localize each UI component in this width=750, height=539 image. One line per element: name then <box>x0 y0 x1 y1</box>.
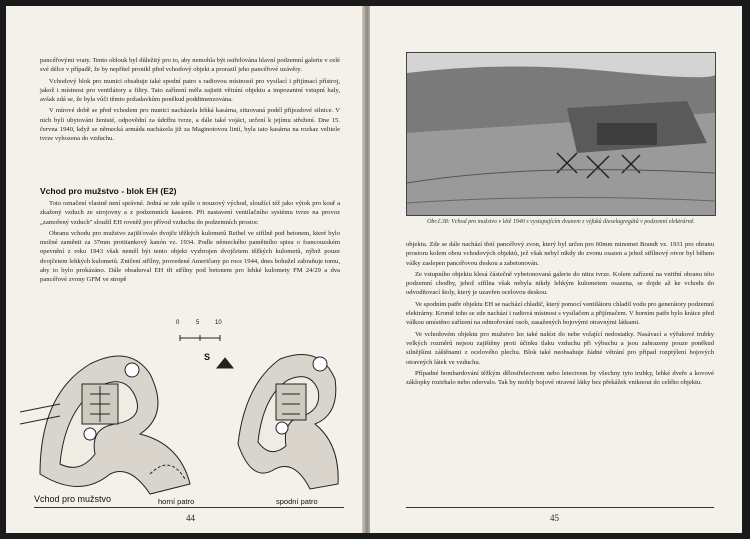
paragraph: Ve spodním patře objektu EH se nachází chladič, který pomocí ventilátoru chladil vodu pro generátory podzemní elektrárny. Kromě toho se zde nachází i radiová místnost s vysílačem a přijímačem. V horním patře bylo krátce před válkou umístěno zařízení na odmořování osob, zasažených bojovými otravnými látkami. <box>406 300 714 327</box>
paragraph: Ve vchodovém objektu pro mužstvo lze také nalézt do nebe volající nedostatky. Nasávací a výfukové trubky velkých rozměrů nejsou zajištěny proti účinku tlaku vzduchu při výbuchu a jsou zahrazeny pouze poněkud silnějšími záštěnami z ocelového plechu. Blok také neobsahuje žádné větrání pro případ rozptýlení bojových otravných látek ve vzduchu. <box>406 330 714 366</box>
paragraph: Ze vstupního objektu klesá částečně vybetonovaná galerie do nitra tvrze. Kolem zařízení na vnitřní obranu této podzemní chodby, jehož střílna však nebyla nikdy lehkým kulometem osazena, se dojde až ke vchodu do odvodňovací štoly, který je uzavřen ocelovou deskou. <box>406 270 714 297</box>
page-number-left: 44 <box>186 513 195 523</box>
paragraph: Případné bombardování těžkým dělostřelectvem nebo letectvem by všechny tyto trubky, lehké dveře a kovové záklopky roztrhalo nebo odervalo. Tak by mohly bojové otravné látky bez překážek vniknout do celého objektu. <box>406 369 714 387</box>
paragraph: V mírové době se před vchodem pro munici nacházela lehká kasárna, situovaná podél příjezdové silnice. V nich byli ubytováni ženisté, odpovědní za údržbu tvrze, a dále také vojáci, určení k jejímu střežení. Dne 15. června 1940, když se německá armáda nacházela již za Maginotovou linií, byla tato kasárna na rozkaz velitele tvrze vyhozena do vzduchu. <box>40 107 340 143</box>
lower-floor-label: spodní patro <box>276 497 318 506</box>
bottom-rule <box>34 507 344 508</box>
right-text <box>406 240 714 389</box>
scale-10: 10 <box>215 320 222 326</box>
paragraph: Obranu vchodu pro mužstvo zajišťovalo dvojče těžkých kulometů Reibel ve střílně pod betonem, které bylo možné zaměnit za 37mm protitankový kanón vz. 1934. Podle německého pamětního spisu o francouzském opevnění z roku 1943 však neměl být tento objekt vyzbrojen dvojčetem těžkých kulometů, nýbrž pouze dvojčetem lehkých kulometů. Zničení střílny, provedené Američany po roce 1944, dnes bohužel zabraňuje tomu, aby to bylo prokázáno. Dále obsahoval EH tři střílny pod betonem pro lehké kulomety FM 24/29 a dva pancéřové zvony GFM ve stropě <box>40 229 340 284</box>
scale-5: 5 <box>196 320 200 326</box>
bottom-rule <box>406 507 714 508</box>
right-page <box>370 6 742 533</box>
page-number-right: 45 <box>550 513 559 523</box>
bunker-photo <box>406 52 716 216</box>
plans-title: Vchod pro mužstvo <box>34 494 112 504</box>
section-heading: Vchod pro mužstvo - blok EH (E2) <box>40 186 177 196</box>
left-page <box>6 6 368 533</box>
paragraph: Toto označení vlastně není správné. Jedná se zde spíše o nouzový východ, sloužící též jako výtok pro kouř a zkažený vzduch ze strojovny a z podzemních kasáren. Při nastavení ventilačního systému tvrze na provoz „zamořený vzduch" sloužil EH rovněž pro přívod vzduchu do podzemních prostor. <box>40 200 340 226</box>
left-text-bottom <box>40 199 340 287</box>
north-arrow: S <box>204 352 211 362</box>
paragraph: pancéřovými vraty. Tento oblouk byl důležitý pro to, aby nemohla být ostřelována hlavní podzemní galerie v celé své délce v případě, že by nepřítel pronikl před vchodový objekt a prorazil jeho pancéřové uzávěry. <box>40 57 340 74</box>
paragraph: objektu. Zde se dále nachází třetí pancéřový zvon, který byl určen pro 60mm minomet Brandt vz. 1931 pro obranu prostoru kolem obou vchodových objektů, jež však nebyl nikdy do zvonu osazen a jehož střílnový otvor byl během války zaslepen pancéřovou deskou a zabetonován. <box>406 241 714 267</box>
photo-caption: Obr.č.38: Vchod pro mužstvo v létě 1940 s vystupujícím dvanem z výfuků dieselagregátů v podzemní elektrárně. <box>427 219 695 225</box>
left-text-top <box>40 56 340 146</box>
scale-0: 0 <box>176 320 180 326</box>
floor-plans-drawing <box>20 324 350 506</box>
upper-floor-label: horní patro <box>158 497 195 506</box>
paragraph: Vchodový blok pro munici obsahuje také spodní patro s radiovou místností pro vysílací i přijímací přístroj, jakož i místnost pro ventilátory a filtry. Tato zařízení měla zajistit větrání objektu a impozantní vstupní haly, avšak zdá se, že byla vůči těmto požadavkům poněkud poddimenzována. <box>40 77 340 104</box>
